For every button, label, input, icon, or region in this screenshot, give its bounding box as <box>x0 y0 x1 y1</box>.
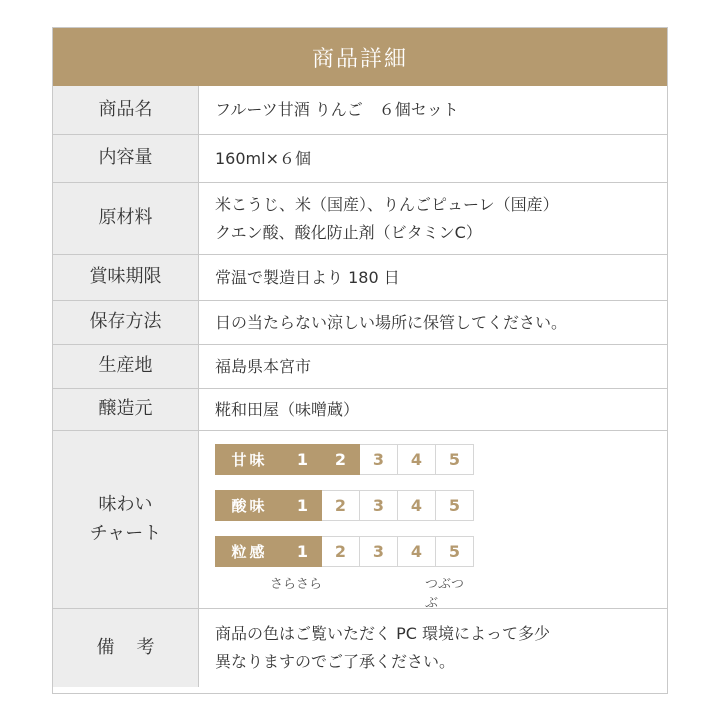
value-storage: 日の当たらない涼しい場所に保管してください。 <box>215 312 568 332</box>
taste-level-cell: 3 <box>360 490 398 521</box>
label-taste-chart <box>53 431 199 608</box>
label-notes <box>53 609 199 687</box>
label-brewery: 醸造元 <box>53 389 199 430</box>
taste-level-cell: 5 <box>436 490 474 521</box>
taste-chart-label-line-2: チャート <box>89 522 162 544</box>
value-product-name: フルーツ甘酒 りんご ６個セット <box>215 100 459 119</box>
taste-level-cell: 5 <box>436 444 474 475</box>
taste-scale-name: 酸味 <box>215 490 284 521</box>
taste-chart-axis <box>215 573 474 611</box>
row-brewery <box>53 388 667 430</box>
row-notes <box>53 608 667 687</box>
label-product-name: 商品名 <box>53 86 199 134</box>
row-ingredients <box>53 182 667 254</box>
label-storage: 保存方法 <box>53 301 199 344</box>
notes-label-text: 備考 <box>96 636 177 658</box>
label-origin: 生産地 <box>53 345 199 388</box>
taste-level-cell: 4 <box>398 490 436 521</box>
taste-scale-name: 甘味 <box>215 444 284 475</box>
value-origin: 福島県本宮市 <box>215 356 312 376</box>
value-brewery: 糀和田屋（味噌蔵） <box>215 399 360 419</box>
row-storage <box>53 300 667 344</box>
value-contents: 160ml×６個 <box>215 148 311 168</box>
taste-level-cell: 3 <box>360 444 398 475</box>
taste-level-cell: 1 <box>284 490 322 521</box>
table-title: 商品詳細 <box>53 28 667 86</box>
notes-line-1: 商品の色はご覧いただく PC 環境によって多少 <box>215 624 550 643</box>
label-contents: 内容量 <box>53 135 199 182</box>
row-best-before <box>53 254 667 300</box>
row-contents <box>53 134 667 182</box>
taste-level-cell: 2 <box>322 536 360 567</box>
product-detail-table <box>52 27 668 694</box>
taste-level-cell: 2 <box>322 444 360 475</box>
value-notes <box>199 609 667 687</box>
taste-scale-row <box>215 536 474 567</box>
high-end-label: つぶつぶ <box>425 577 465 611</box>
low-end-label: さらさら <box>270 577 323 592</box>
taste-scale-row <box>215 444 474 475</box>
taste-level-cell: 4 <box>398 444 436 475</box>
taste-level-cell: 5 <box>436 536 474 567</box>
taste-level-cell: 3 <box>360 536 398 567</box>
taste-scale-row <box>215 490 474 521</box>
row-product-name <box>53 86 667 134</box>
taste-level-cell: 4 <box>398 536 436 567</box>
row-taste-chart <box>53 430 667 611</box>
label-ingredients: 原材料 <box>53 183 199 254</box>
taste-level-cell: 2 <box>322 490 360 521</box>
notes-line-2: 異なりますのでご了承ください。 <box>215 652 456 671</box>
taste-level-cell: 1 <box>284 536 322 567</box>
value-ingredients <box>199 183 667 254</box>
taste-chart-label-line-1: 味わい <box>98 493 153 515</box>
taste-scale-name: 粒感 <box>215 536 284 567</box>
taste-level-cell: 1 <box>284 444 322 475</box>
row-origin <box>53 344 667 388</box>
label-best-before: 賞味期限 <box>53 255 199 300</box>
value-best-before: 常温で製造日より 180 日 <box>215 267 400 287</box>
ingredients-line-2: クエン酸、酸化防止剤（ビタミンC） <box>215 222 482 242</box>
ingredients-line-1: 米こうじ、米（国産）、りんごピューレ（国産） <box>215 194 559 214</box>
taste-chart <box>199 431 474 611</box>
